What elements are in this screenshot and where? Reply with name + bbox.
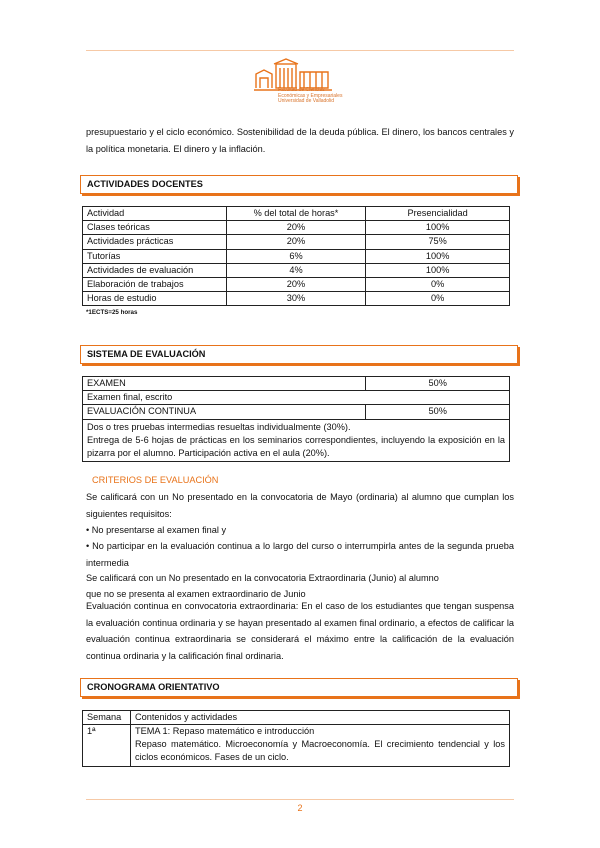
table-cell: 100%	[366, 249, 510, 263]
faculty-logo-icon	[252, 58, 342, 114]
table-cell: 100%	[366, 263, 510, 277]
table-cell: Elaboración de trabajos	[83, 277, 227, 291]
header-rule	[86, 50, 514, 51]
table-header-row	[83, 711, 510, 725]
intro-paragraph: presupuestario y el ciclo económico. Sostenibilidad de la deuda pública. El dinero, los bancos centrales y la política monetaria. El dinero y la inflación.	[86, 127, 514, 154]
faculty-name	[278, 88, 348, 105]
continuous-description-2: Entrega de 5-6 hojas de prácticas en los seminarios correspondientes, incluyendo la exposición en la pizarra por el alumno. Participación activa en el aula (20%).	[87, 434, 505, 458]
criteria-bullet-2: • No participar en la evaluación continua a lo largo del curso o interrumpirla antes de la segunda prueba intermedia	[86, 541, 514, 568]
continuous-label: EVALUACIÓN CONTINUA	[83, 405, 366, 419]
table-cell: 6%	[226, 249, 366, 263]
criteria-title: CRITERIOS DE EVALUACIÓN	[92, 475, 219, 485]
continuous-percentage: 50%	[366, 405, 510, 419]
table-cell: 30%	[226, 292, 366, 306]
table-row	[83, 249, 510, 263]
criteria-paragraph-3: Evaluación continua en convocatoria extraordinaria: En el caso de los estudiantes que tengan suspensa la evaluación continua ordinaria y se hayan presentado al examen final ordinario, a efectos de calificar la evaluación continua extraordinaria se considerará el máximo entre la calificación de la evaluación continua ordinaria y la calificación final ordinaria.	[86, 601, 514, 661]
table-row	[83, 377, 510, 391]
footer-rule	[86, 799, 514, 800]
header-cell: Presencialidad	[366, 207, 510, 221]
topic-description: Repaso matemático. Microeconomía y Macroeconomía. El crecimiento tendencial y los ciclos económicos. Fases de un ciclo.	[134, 739, 505, 763]
table-cell: 20%	[226, 235, 366, 249]
table-cell: 20%	[226, 221, 366, 235]
ects-note: *1ECTS=25 horas	[86, 309, 138, 316]
table-cell: Tutorías	[83, 249, 227, 263]
table-row	[83, 725, 510, 767]
criteria-paragraph-1: Se calificará con un No presentado en la convocatoria de Mayo (ordinaria) al alumno que cumplan los siguientes requisitos:	[86, 492, 514, 519]
logo-line-2: Económicas y Empresariales	[278, 92, 343, 99]
table-cell: Actividades de evaluación	[83, 263, 227, 277]
header-cell: % del total de horas*	[226, 207, 366, 221]
table-row	[83, 405, 510, 419]
logo-line-3: Universidad de Valladolid	[278, 98, 335, 105]
evaluation-table	[82, 376, 510, 462]
section-title-evaluacion: SISTEMA DE EVALUACIÓN	[80, 345, 518, 364]
table-row	[83, 221, 510, 235]
table-cell: 0%	[366, 292, 510, 306]
table-row	[83, 263, 510, 277]
table-cell: Actividades prácticas	[83, 235, 227, 249]
table-cell: Horas de estudio	[83, 292, 227, 306]
table-row	[83, 292, 510, 306]
table-cell: Clases teóricas	[83, 221, 227, 235]
topic-title: TEMA 1: Repaso matemático e introducción	[134, 726, 315, 737]
week-cell: 1ª	[83, 725, 131, 767]
header-cell: Contenidos y actividades	[130, 711, 509, 725]
continuous-description	[83, 419, 510, 461]
table-cell: 4%	[226, 263, 366, 277]
contents-cell	[130, 725, 509, 767]
header-cell: Actividad	[83, 207, 227, 221]
continuous-description-1: Dos o tres pruebas intermedias resueltas individualmente (30%).	[87, 421, 351, 432]
section-title-cronograma: CRONOGRAMA ORIENTATIVO	[80, 678, 518, 697]
exam-label: EXAMEN	[83, 377, 366, 391]
table-row	[83, 419, 510, 461]
exam-percentage: 50%	[366, 377, 510, 391]
activities-table	[82, 206, 510, 306]
table-row	[83, 235, 510, 249]
criteria-paragraph-2a: Se calificará con un No presentado en la convocatoria Extraordinaria (Junio) al alumno	[86, 573, 439, 583]
exam-description: Examen final, escrito	[83, 391, 510, 405]
table-row	[83, 391, 510, 405]
section-title-actividades: ACTIVIDADES DOCENTES	[80, 175, 518, 194]
criteria-paragraph-2b: que no se presenta al examen extraordinario de Junio	[86, 589, 306, 599]
table-cell: 75%	[366, 235, 510, 249]
criteria-bullet-1: • No presentarse al examen final y	[86, 525, 227, 535]
schedule-table	[82, 710, 510, 767]
header-cell: Semana	[83, 711, 131, 725]
logo-line-1: Facultad de Ciencias	[278, 87, 325, 93]
table-header-row	[83, 207, 510, 221]
page-number: 2	[297, 803, 303, 813]
table-row	[83, 277, 510, 291]
table-cell: 100%	[366, 221, 510, 235]
table-cell: 20%	[226, 277, 366, 291]
table-cell: 0%	[366, 277, 510, 291]
